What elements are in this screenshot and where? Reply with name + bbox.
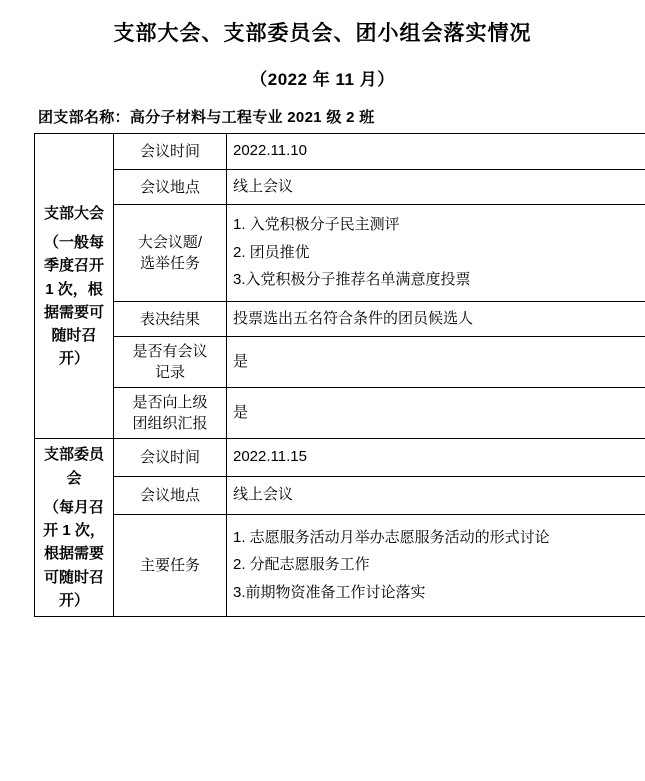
row-value bbox=[227, 301, 645, 337]
row-value bbox=[227, 388, 645, 439]
row-label: 主要任务 bbox=[114, 514, 227, 616]
table-row bbox=[35, 134, 645, 170]
section-note: （一般每季度召开 1 次，根据需要可随时召开） bbox=[41, 231, 107, 371]
row-label: 是否向上级 团组织汇报 bbox=[114, 388, 227, 439]
value-line: 1. 入党积极分子民主测评 bbox=[233, 214, 639, 237]
value-line: 投票选出五名符合条件的团员候选人 bbox=[233, 308, 639, 331]
value-line: 是 bbox=[233, 351, 639, 374]
row-value bbox=[227, 439, 645, 477]
section-note: （每月召开 1 次，根据需要可随时召开） bbox=[41, 496, 107, 612]
value-line: 2. 团员推优 bbox=[233, 242, 639, 265]
value-line: 线上会议 bbox=[233, 484, 639, 507]
value-line: 1. 志愿服务活动月举办志愿服务活动的形式讨论 bbox=[233, 527, 639, 550]
table-row bbox=[35, 337, 645, 388]
row-label: 会议时间 bbox=[114, 134, 227, 170]
table-row bbox=[35, 514, 645, 616]
value-line: 2022.11.15 bbox=[233, 446, 639, 469]
branch-name-label: 团支部名称： bbox=[38, 109, 130, 126]
value-line: 3.前期物资准备工作讨论落实 bbox=[233, 582, 639, 605]
meeting-record-table bbox=[34, 133, 645, 617]
section-title: 支部委员会 bbox=[41, 443, 107, 490]
row-label: 是否有会议 记录 bbox=[114, 337, 227, 388]
section-header-cell bbox=[35, 134, 114, 439]
row-value bbox=[227, 476, 645, 514]
row-value bbox=[227, 514, 645, 616]
row-label: 大会议题/ 选举任务 bbox=[114, 205, 227, 302]
page-subtitle: （2022 年 11 月） bbox=[10, 65, 635, 90]
table-row bbox=[35, 439, 645, 477]
table-row bbox=[35, 388, 645, 439]
value-line: 3.入党积极分子推荐名单满意度投票 bbox=[233, 269, 639, 292]
table-row bbox=[35, 205, 645, 302]
value-line: 线上会议 bbox=[233, 176, 639, 199]
row-value bbox=[227, 205, 645, 302]
row-label: 表决结果 bbox=[114, 301, 227, 337]
row-value bbox=[227, 134, 645, 170]
table-row bbox=[35, 169, 645, 205]
value-line: 2. 分配志愿服务工作 bbox=[233, 554, 639, 577]
table-row bbox=[35, 301, 645, 337]
section-title: 支部大会 bbox=[41, 202, 107, 225]
value-line: 2022.11.10 bbox=[233, 140, 639, 163]
document-page bbox=[0, 20, 645, 781]
branch-name-value: 高分子材料与工程专业 2021 级 2 班 bbox=[130, 109, 375, 126]
row-label: 会议地点 bbox=[114, 169, 227, 205]
branch-name-line bbox=[38, 106, 635, 127]
table-row bbox=[35, 476, 645, 514]
page-title: 支部大会、支部委员会、团小组会落实情况 bbox=[10, 20, 635, 47]
row-value bbox=[227, 169, 645, 205]
row-label: 会议时间 bbox=[114, 439, 227, 477]
row-label: 会议地点 bbox=[114, 476, 227, 514]
row-value bbox=[227, 337, 645, 388]
value-line: 是 bbox=[233, 402, 639, 425]
section-header-cell bbox=[35, 439, 114, 617]
